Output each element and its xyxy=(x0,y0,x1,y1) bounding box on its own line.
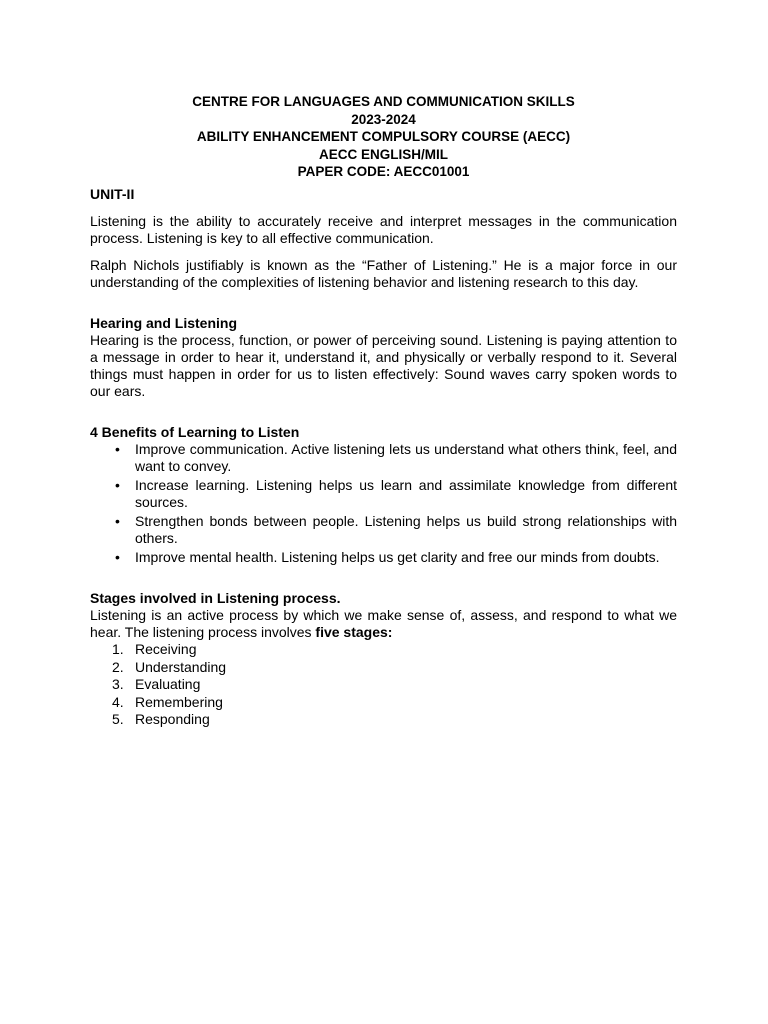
unit-heading: UNIT-II xyxy=(90,185,135,202)
benefits-heading: 4 Benefits of Learning to Listen xyxy=(90,423,300,440)
stages-text: Listening is an active process by which we make sense of, assess, and respond to what we hear. The listening process involves xyxy=(90,606,677,640)
list-item xyxy=(90,513,677,547)
hearing-section xyxy=(90,315,677,400)
list-item xyxy=(90,477,677,511)
stage-number: 3. xyxy=(112,676,124,693)
institution-title: CENTRE FOR LANGUAGES AND COMMUNICATION SKILLS xyxy=(192,94,575,109)
stages-emphasis: five stages: xyxy=(315,623,393,640)
benefit-text: Increase learning. Listening helps us learn and assimilate knowledge from different sources. xyxy=(135,476,677,510)
list-item xyxy=(90,441,677,475)
course-title: ABILITY ENHANCEMENT COMPULSORY COURSE (AECC) xyxy=(196,129,571,145)
bullet-icon: • xyxy=(115,548,120,565)
document-header xyxy=(90,93,677,181)
bullet-icon: • xyxy=(115,476,120,493)
stage-label: Receiving xyxy=(135,640,197,657)
stages-section xyxy=(90,590,677,729)
stages-paragraph xyxy=(90,607,677,641)
stages-list xyxy=(90,641,677,729)
academic-year: 2023-2024 xyxy=(351,111,416,127)
list-item xyxy=(90,659,677,677)
stage-label: Evaluating xyxy=(135,676,201,693)
intro-paragraph-2: Ralph Nichols justifiably is known as the “Father of Listening.” He is a major force in our understanding of the complexities of listening behavior and listening research to this day. xyxy=(90,256,677,290)
benefits-list xyxy=(90,441,677,566)
stage-number: 1. xyxy=(112,640,124,657)
stages-heading: Stages involved in Listening process. xyxy=(90,589,341,606)
stage-label: Understanding xyxy=(135,658,227,675)
stage-number: 5. xyxy=(112,711,124,728)
list-item xyxy=(90,694,677,712)
bullet-icon: • xyxy=(115,512,120,529)
intro-paragraph-1: Listening is the ability to accurately receive and interpret messages in the communication process. Listening is key to all effective communication. xyxy=(90,212,677,246)
stage-label: Responding xyxy=(135,711,210,728)
hearing-paragraph: Hearing is the process, function, or power of perceiving sound. Listening is paying attention to a message in order to hear it, understand it, and physically or verbally respond to it. Several things must happen in order for us to listen effectively: Sound waves carry spoken words to our ears. xyxy=(90,331,677,399)
document-page xyxy=(90,93,677,729)
list-item xyxy=(90,676,677,694)
benefit-text: Improve mental health. Listening helps us get clarity and free our minds from doubts. xyxy=(135,548,660,565)
stage-label: Remembering xyxy=(135,693,223,710)
benefit-text: Improve communication. Active listening lets us understand what others think, feel, and want to convey. xyxy=(135,440,677,474)
list-item xyxy=(90,641,677,659)
hearing-heading: Hearing and Listening xyxy=(90,314,238,331)
paper-code: PAPER CODE: AECC01001 xyxy=(297,164,470,180)
bullet-icon: • xyxy=(115,440,120,457)
list-item xyxy=(90,549,677,566)
benefit-text: Strengthen bonds between people. Listening helps us build strong relationships with others. xyxy=(135,512,677,546)
stage-number: 2. xyxy=(112,658,124,675)
stage-number: 4. xyxy=(112,693,124,710)
benefits-section xyxy=(90,424,677,566)
list-item xyxy=(90,711,677,729)
course-subject: AECC ENGLISH/MIL xyxy=(318,146,448,162)
